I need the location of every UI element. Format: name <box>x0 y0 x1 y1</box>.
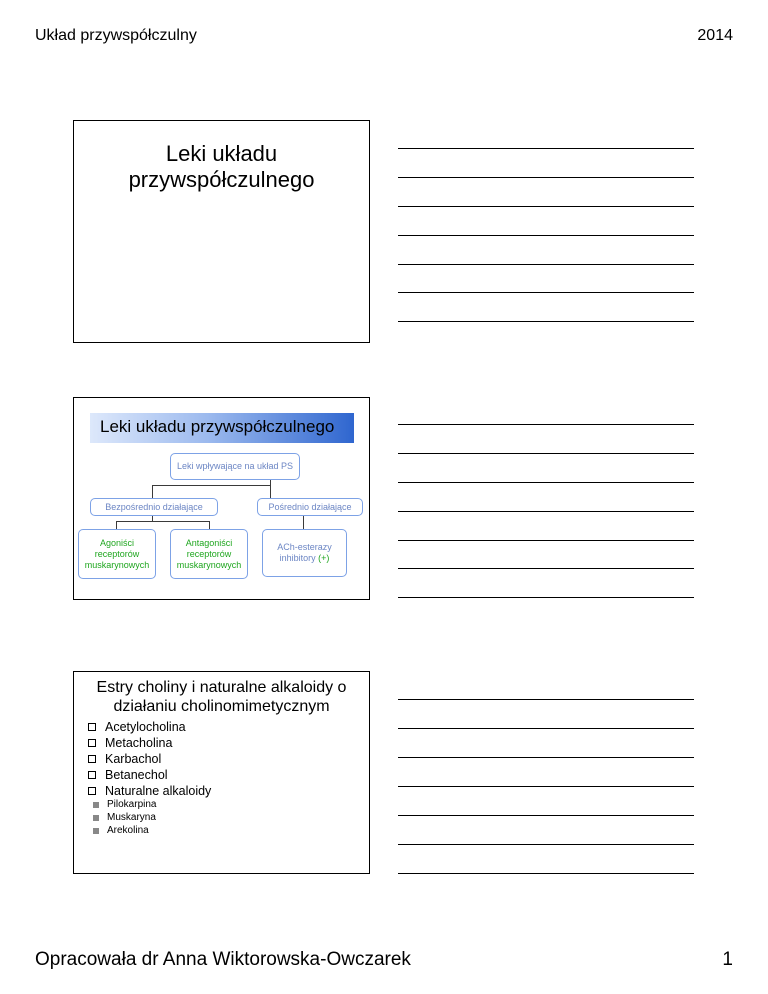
notes-line <box>398 699 694 700</box>
slide-1-title: Leki układu przywspółczulnego <box>128 141 315 192</box>
slide-3-thumbnail <box>73 671 370 874</box>
connector <box>270 485 271 498</box>
notes-line <box>398 206 694 207</box>
slide-2-thumbnail <box>73 397 370 600</box>
notes-line <box>398 757 694 758</box>
connector <box>303 514 304 529</box>
bullet-filled-square-icon <box>93 815 99 821</box>
bullet-square-icon <box>88 739 96 747</box>
slide-3-title: Estry choliny i naturalne alkaloidy o działaniu cholinomimetycznym <box>96 679 347 715</box>
agonists-node: Agoniści receptorów muskarynowych <box>78 529 156 579</box>
notes-line <box>398 844 694 845</box>
notes-line <box>398 568 694 569</box>
list-item: Karbachol <box>88 751 211 767</box>
notes-line <box>398 786 694 787</box>
notes-line <box>398 540 694 541</box>
connector <box>116 521 210 522</box>
sub-list-item: Arekolina <box>93 824 156 837</box>
slide-1-thumbnail <box>73 120 370 343</box>
notes-line <box>398 148 694 149</box>
bullet-square-icon <box>88 755 96 763</box>
list-item: Betanechol <box>88 767 211 783</box>
notes-line <box>398 424 694 425</box>
page-number: 1 <box>722 949 733 970</box>
sub-list-item: Pilokarpina <box>93 798 156 811</box>
header-title: Układ przywspółczulny <box>35 27 197 44</box>
bullet-square-icon <box>88 771 96 779</box>
slide-3-list <box>88 719 211 799</box>
notes-line <box>398 597 694 598</box>
antagonists-node: Antagoniści receptorów muskarynowych <box>170 529 248 579</box>
notes-line <box>398 235 694 236</box>
list-item: Acetylocholina <box>88 719 211 735</box>
header-year: 2014 <box>697 27 733 44</box>
notes-line <box>398 264 694 265</box>
list-item: Metacholina <box>88 735 211 751</box>
notes-line <box>398 177 694 178</box>
bullet-filled-square-icon <box>93 828 99 834</box>
indirect-acting-node: Pośrednio działające <box>257 498 363 516</box>
ache-plus-marker: (+) <box>318 553 330 563</box>
connector <box>116 521 117 529</box>
bullet-square-icon <box>88 723 96 731</box>
notes-line <box>398 873 694 874</box>
list-item: Naturalne alkaloidy <box>88 783 211 799</box>
ache-inhibitors-node <box>262 529 347 577</box>
bullet-filled-square-icon <box>93 802 99 808</box>
slide-3-sublist <box>93 798 156 837</box>
connector <box>209 521 210 529</box>
root-node: Leki wpływające na układ PS <box>170 453 300 480</box>
sub-list-item: Muskaryna <box>93 811 156 824</box>
notes-line <box>398 815 694 816</box>
notes-line <box>398 482 694 483</box>
notes-line <box>398 292 694 293</box>
notes-line <box>398 511 694 512</box>
footer-author: Opracowała dr Anna Wiktorowska-Owczarek <box>35 949 411 970</box>
slide-2-title: Leki układu przywspółczulnego <box>100 417 335 436</box>
notes-line <box>398 453 694 454</box>
notes-line <box>398 728 694 729</box>
ache-inhibitors-label: ACh-esterazy inhibitory <box>277 542 332 563</box>
connector <box>152 485 153 498</box>
slide-2-title-banner <box>90 413 354 443</box>
connector <box>152 485 270 486</box>
notes-line <box>398 321 694 322</box>
direct-acting-node: Bezpośrednio działające <box>90 498 218 516</box>
bullet-square-icon <box>88 787 96 795</box>
